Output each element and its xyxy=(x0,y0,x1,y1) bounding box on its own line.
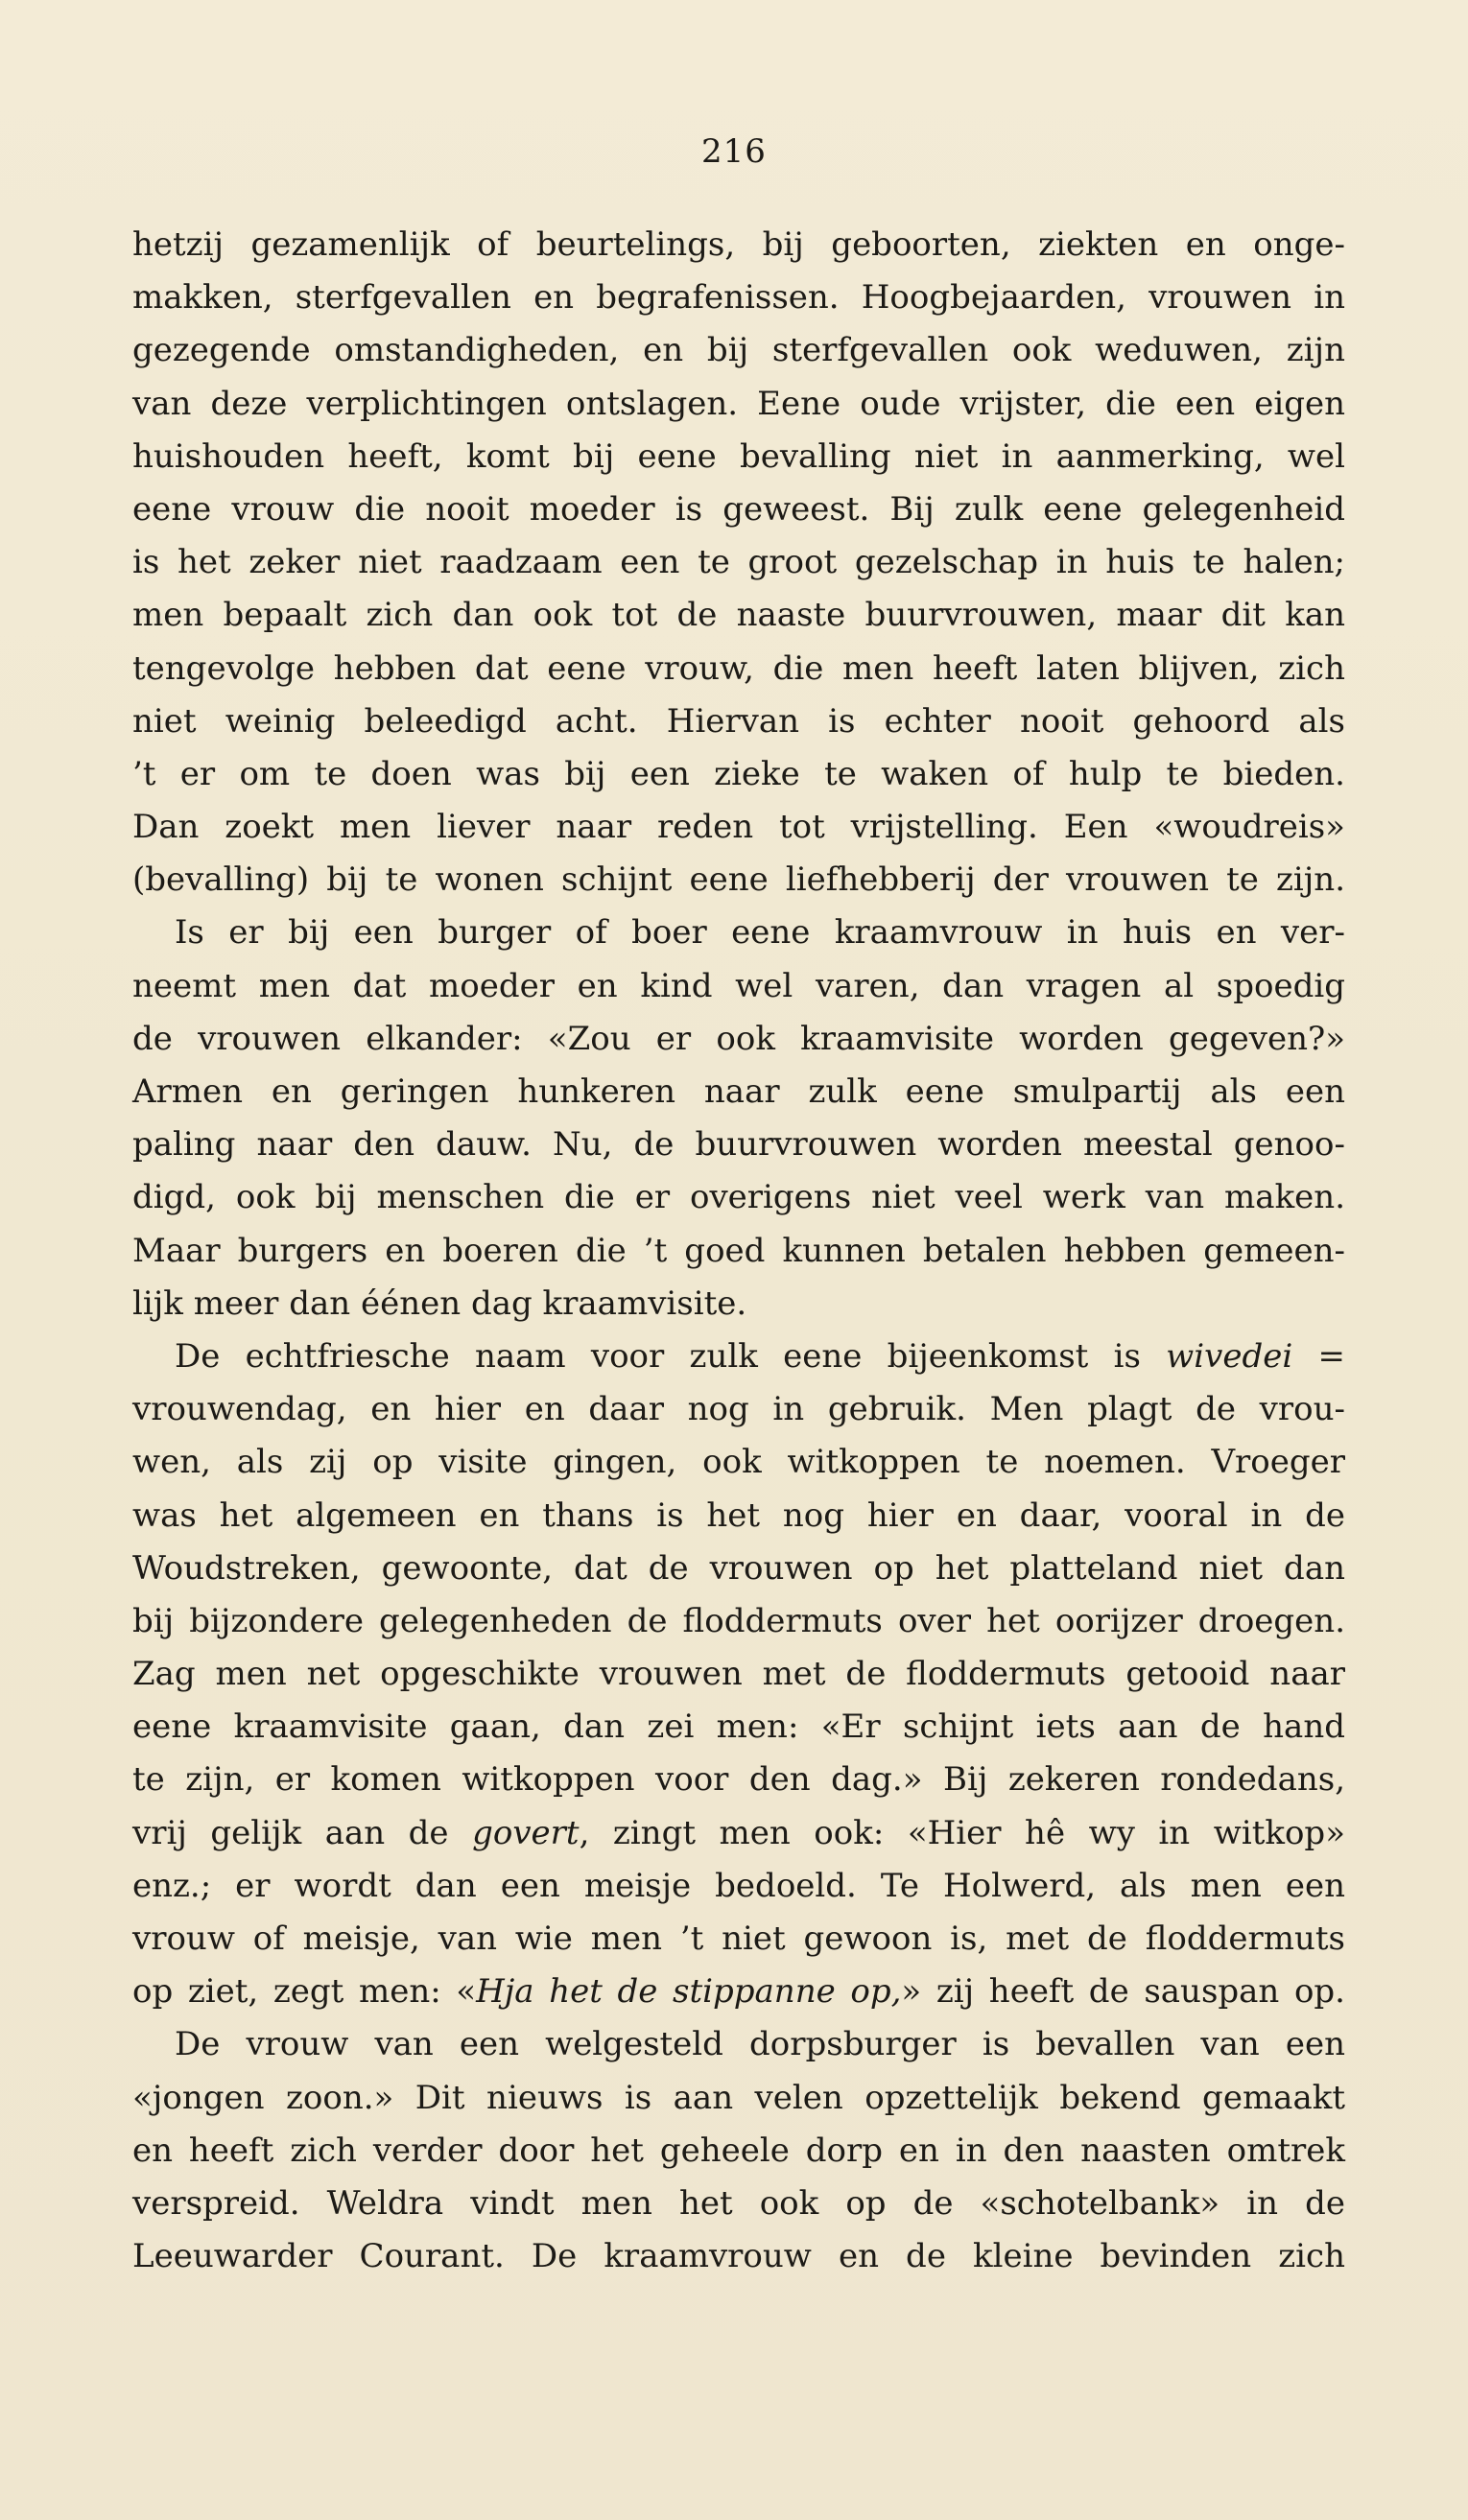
text-line: Dan zoekt men liever naar reden tot vrijstelling. Een «woudreis» xyxy=(132,808,1345,847)
text-line: huishouden heeft, komt bij eene bevalling niet in aanmerking, wel xyxy=(132,436,1345,476)
text-line: te zijn, er komen witkoppen voor den dag.» Bij zekeren rondedans, xyxy=(132,1760,1345,1800)
text-line: paling naar den dauw. Nu, de buurvrouwen worden meestal genoo- xyxy=(132,1125,1345,1165)
text-line: verspreid. Weldra vindt men het ook op de «schotelbank» in de xyxy=(132,2183,1345,2223)
text-line: was het algemeen en thans is het nog hier en daar, vooral in de xyxy=(132,1496,1345,1535)
text-line: Is er bij een burger of boer eene kraamvrouw in huis en ver- xyxy=(175,913,1345,953)
text-line: «jongen zoon.» Dit nieuws is aan velen opzettelijk bekend gemaakt xyxy=(132,2078,1345,2117)
text-line: gezegende omstandigheden, en bij sterfgevallen ook weduwen, zijn xyxy=(132,331,1345,370)
text-line: ’t er om te doen was bij een zieke te waken of hulp te bieden. xyxy=(132,754,1345,793)
text-line: hetzij gezamenlijk of beurtelings, bij geboorten, ziekten en onge- xyxy=(132,225,1345,264)
text-line: vrouw of meisje, van wie men ’t niet gewoon is, met de floddermuts xyxy=(132,1919,1345,1958)
text-line: makken, sterfgevallen en begrafenissen. Hoogbejaarden, vrouwen in xyxy=(132,278,1345,318)
text-line: van deze verplichtingen ontslagen. Eene oude vrijster, die een eigen xyxy=(132,384,1345,423)
text-line: Maar burgers en boeren die ’t goed kunnen betalen hebben gemeen- xyxy=(132,1231,1345,1270)
text-line: (bevalling) bij te wonen schijnt eene liefhebberij der vrouwen te zijn. xyxy=(132,860,1345,900)
text-line: digd, ook bij menschen die er overigens niet veel werk van maken. xyxy=(132,1178,1345,1217)
text-line xyxy=(132,1966,1345,2018)
text-line: enz.; er wordt dan een meisje bedoeld. Te Holwerd, als men een xyxy=(132,1866,1345,1905)
text-line: Woudstreken, gewoonte, dat de vrouwen op het platteland niet dan xyxy=(132,1548,1345,1588)
text-fragment: op ziet, zegt men: « xyxy=(132,1972,477,2012)
text-line: Armen en geringen hunkeren naar zulk eene smulpartij als een xyxy=(132,1072,1345,1111)
italic-quote: Hja het de stippanne op, xyxy=(476,1972,902,2012)
text-fragment: » zij heeft de sauspan op. xyxy=(901,1972,1345,2012)
text-line xyxy=(132,1331,1345,1383)
text-line: neemt men dat moeder en kind wel varen, dan vragen al spoedig xyxy=(132,966,1345,1005)
text-line: eene vrouw die nooit moeder is geweest. Bij zulk eene gelegenheid xyxy=(132,489,1345,529)
text-line xyxy=(132,1807,1345,1860)
text-line: Zag men net opgeschikte vrouwen met de floddermuts getooid naar xyxy=(132,1655,1345,1694)
text-fragment: vrij gelijk aan de xyxy=(132,1813,449,1852)
text-line: men bepaalt zich dan ook tot de naaste buurvrouwen, maar dit kan xyxy=(132,596,1345,635)
text-line: De vrouw van een welgesteld dorpsburger is bevallen van een xyxy=(175,2025,1345,2064)
equals-sign: = xyxy=(1317,1336,1346,1376)
text-fragment: De echtfriesche naam voor zulk eene bijeenkomst is xyxy=(175,1336,1141,1376)
text-fragment: , zingt men ook: «Hier hê wy in witkop» xyxy=(579,1813,1345,1852)
italic-term: govert xyxy=(472,1813,580,1852)
text-line: Leeuwarder Courant. De kraamvrouw en de kleine bevinden zich xyxy=(132,2237,1345,2276)
text-line: is het zeker niet raadzaam een te groot gezelschap in huis te halen; xyxy=(132,543,1345,582)
text-line: vrouwendag, en hier en daar nog in gebruik. Men plagt de vrou- xyxy=(132,1390,1345,1429)
text-line: de vrouwen elkander: «Zou er ook kraamvisite worden gegeven?» xyxy=(132,1019,1345,1058)
text-line: lijk meer dan éénen dag kraamvisite. xyxy=(132,1284,747,1323)
text-line: tengevolge hebben dat eene vrouw, die men heeft laten blijven, zich xyxy=(132,648,1345,688)
text-line: wen, als zij op visite gingen, ook witkoppen te noemen. Vroeger xyxy=(132,1443,1345,1482)
text-line: eene kraamvisite gaan, dan zei men: «Er schijnt iets aan de hand xyxy=(132,1707,1345,1747)
text-line: en heeft zich verder door het geheele dorp en in den naasten omtrek xyxy=(132,2131,1345,2170)
text-line: niet weinig beleedigd acht. Hiervan is echter nooit gehoord als xyxy=(132,701,1345,741)
page-number: 216 xyxy=(701,132,767,171)
body-text xyxy=(132,219,1345,2283)
italic-term: wivedei xyxy=(1166,1336,1293,1376)
text-line: bij bijzondere gelegenheden de floddermuts over het oorijzer droegen. xyxy=(132,1601,1345,1640)
